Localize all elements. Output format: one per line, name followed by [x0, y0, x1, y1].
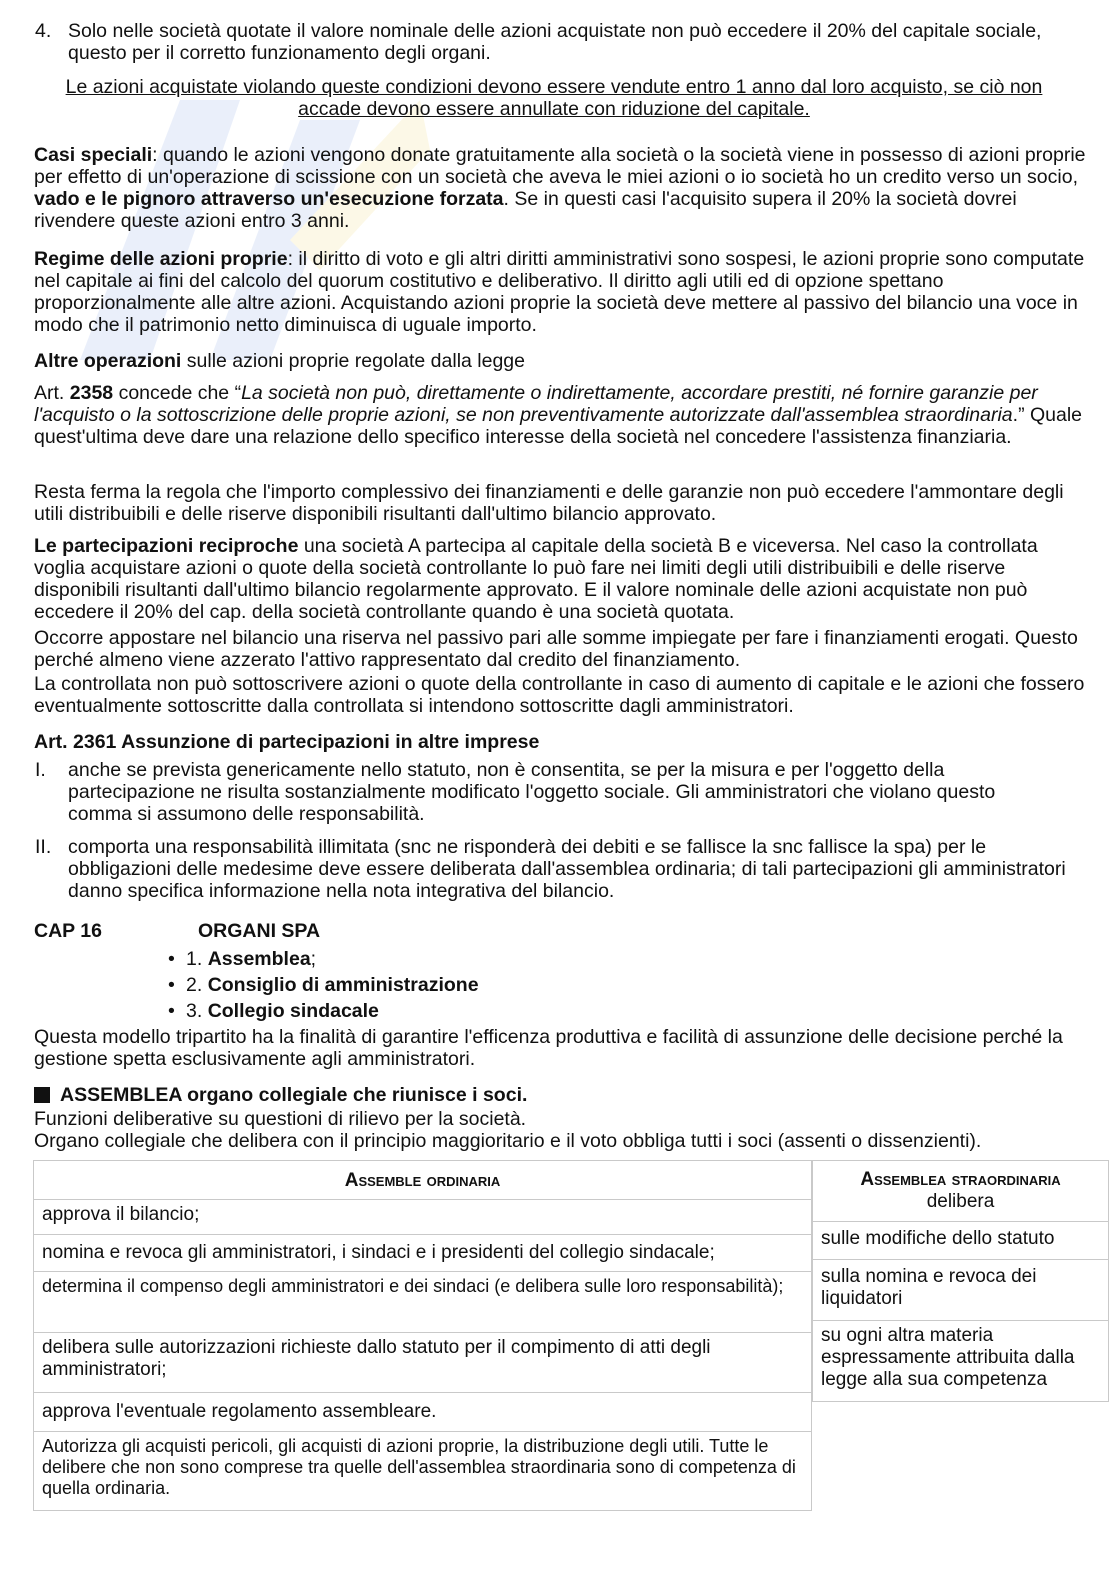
straordinaria-row: sulle modifiche dello statuto [812, 1221, 1109, 1260]
ordinaria-row: determina il compenso degli amministratori e dei sindaci (e delibera sulle loro responsabilità); [33, 1271, 812, 1333]
ordinaria-row: approva l'eventuale regolamento assembleare. [33, 1392, 812, 1432]
organo-item: • 1. Assemblea; [168, 948, 317, 970]
casi-label: Casi speciali [34, 144, 153, 166]
item-4-text: Solo nelle società quotate il valore nominale delle azioni acquistate non può eccedere il 20% del capitale sociale, questo per il corretto funzionamento degli organi. [68, 20, 1042, 64]
organo-item: • 3. Collegio sindacale [168, 1000, 379, 1022]
straordinaria-header: Assemblea straordinaria delibera [812, 1160, 1109, 1222]
casi-speciali-paragraph: Casi speciali: quando le azioni vengono donate gratuitamente alla società o la società viene in possesso di azioni proprie per effetto di un'operazione di scissione con un società che aveva le miei azioni o io società ho un credito verso un socio, vado e le pignoro attraverso un'esecuzione forzata. Se in questi casi l'acquisito supera il 20% la società dovrei rivendere queste azioni entro 3 anni. [34, 144, 1086, 232]
assemblea-line-1: Funzioni deliberative su questioni di rilievo per la società. [34, 1108, 527, 1130]
regime-paragraph: Regime delle azioni proprie: il diritto di voto e gli altri diritti amministrativi sono sospesi, le azioni proprie sono computate nel capitale ai fini del calcolo del quorum costitutivo e deliberativo. Il diritto agli utili ed di opzione spettano proporzionalmente alle altre azioni. Acquistando azioni proprie la società deve mettere al passivo del bilancio una voce in modo che il patrimonio netto diminuisca di uguale importo. [34, 248, 1085, 336]
art-2361-item-2: comporta una responsabilità illimitata (snc ne risponderà dei debiti e se fallisce la snc fallisce la spa) per le obbligazioni delle medesime deve essere deliberata dall'assemblea ordinaria; di tali partecipazioni gli amministratori danno specifica informazione nella nota integrativa del bilancio. [68, 836, 1066, 902]
straordinaria-row: sulla nomina e revoca dei liquidatori [812, 1259, 1109, 1321]
list-number: I. [35, 759, 46, 781]
controllata-paragraph: La controllata non può sottoscrivere azioni o quote della controllante in caso di aumento di capitale e le azioni che fossero eventualmente sottoscritte dalla controllata si intendono sottoscritte dagli amministratori. [34, 673, 1085, 717]
underlined-note: Le azioni acquistate violando queste condizioni devono essere vendute entro 1 anno dal loro acquisto, se ciò non accade devono essere annullate con riduzione del capitale. [65, 76, 1043, 120]
resta-paragraph: Resta ferma la regola che l'importo complessivo dei finanziamenti e delle garanzie non può eccedere l'ammontare degli utili distribuibili e delle riserve disponibili risultanti dall'ultimo bilancio approvato. [34, 481, 1064, 525]
ordinaria-row: Autorizza gli acquisti pericoli, gli acquisti di azioni proprie, la distribuzione degli utili. Tutte le delibere che non sono comprese tra quelle dell'assemblea straordinaria sono di competenza di quella ordinaria. [33, 1431, 812, 1511]
straordinaria-row: su ogni altra materia espressamente attribuita dalla legge alla sua competenza [812, 1320, 1109, 1402]
ordinaria-row: approva il bilancio; [33, 1199, 812, 1235]
ordinaria-row: delibera sulle autorizzazioni richieste dallo statuto per il compimento di atti degli amministratori; [33, 1332, 812, 1393]
cap-number: CAP 16 [34, 920, 102, 942]
art-2361-item-1: anche se prevista genericamente nello statuto, non è consentita, se per la misura e per l'oggetto della partecipazione ne risulta sostanzialmente modificato l'oggetto sociale. Gli amministratori che violano questo comma si assumono delle responsabilità. [68, 759, 996, 825]
square-bullet-icon [34, 1087, 50, 1103]
modello-paragraph: Questa modello tripartito ha la finalità di garantire l'efficenza produttiva e facilità di assunzione delle decisione perché la gestione spetta esclusivamente agli amministratori. [34, 1026, 1063, 1070]
assemblea-line-2: Organo collegiale che delibera con il principio maggioritario e il voto obbliga tutti i soci (assenti o dissenzienti). [34, 1130, 982, 1152]
cap-title: ORGANI SPA [198, 920, 321, 942]
organo-item: • 2. Consiglio di amministrazione [168, 974, 479, 996]
art-2361-title: Art. 2361 Assunzione di partecipazioni in altre imprese [34, 731, 540, 753]
partecipazioni-paragraph: Le partecipazioni reciproche una società A partecipa al capitale della società B e viceversa. Nel caso la controllata voglia acquistare azioni o quote della società controllante lo può fare nei limiti degli utili distribuibili e delle riserve disponibili risultanti dall'ultimo bilancio regolarmente approvato. E il valore nominale delle azioni acquistate non può eccedere il 20% del cap. della società controllante quando è una società quotata. [34, 535, 1038, 623]
list-number: II. [35, 836, 52, 858]
regime-label: Regime delle azioni proprie [34, 248, 288, 270]
altre-operazioni: Altre operazioni sulle azioni proprie regolate dalla legge [34, 350, 525, 372]
ordinaria-header: Assemble ordinaria [33, 1160, 812, 1200]
assemblea-heading: ASSEMBLEA organo collegiale che riunisce i soci. [34, 1084, 1094, 1106]
list-number: 4. [35, 20, 52, 42]
art-2358-paragraph: Art. 2358 concede che “La società non può, direttamente o indirettamente, accordare prestiti, né fornire garanzie per l'acquisto o la sottoscrizione delle proprie azioni, se non preventivamente autorizzate dall'assemblea straordinaria.” Quale quest'ultima deve dare una relazione dello specifico interesse della società nel concedere l'assistenza finanziaria. [34, 382, 1083, 448]
occorre-paragraph: Occorre appostare nel bilancio una riserva nel passivo pari alle somme impiegate per fare i finanziamenti erogati. Questo perché almeno viene azzerato l'attivo rappresentato dal credito del finanziamento. [34, 627, 1078, 671]
ordinaria-row: nomina e revoca gli amministratori, i sindaci e i presidenti del collegio sindacale; [33, 1234, 812, 1272]
